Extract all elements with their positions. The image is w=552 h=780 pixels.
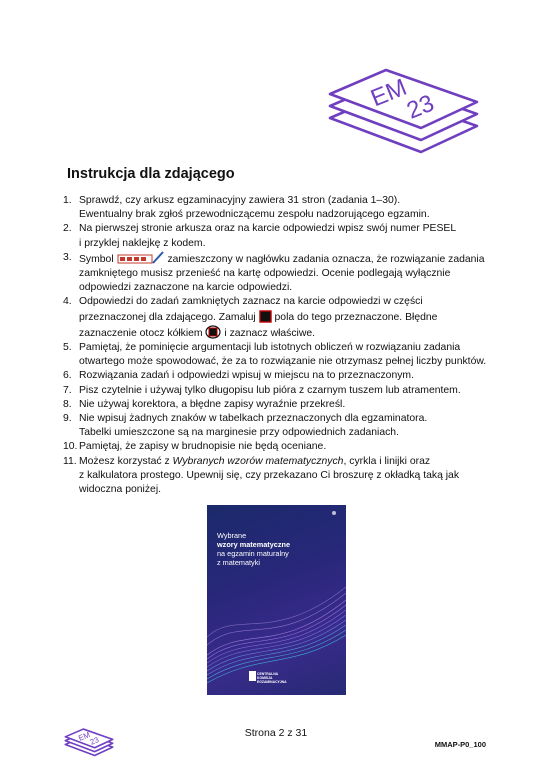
instruction-line: z kalkulatora prostego. Upewnij się, czy przekazano Ci broszurę z okładką taką jak <box>79 469 460 481</box>
instruction-9 <box>63 412 503 440</box>
cover-publisher <box>257 672 287 684</box>
instruction-line <box>79 325 503 341</box>
instruction-text: Możesz korzystać z <box>79 455 173 467</box>
logo-text-em: EM <box>367 73 411 113</box>
instruction-line: Odpowiedzi do zadań zamkniętych zaznacz na karcie odpowiedzi w części <box>79 296 423 308</box>
instruction-number: 10. <box>63 441 78 453</box>
instruction-line: Ewentualny brak zgłoś przewodniczącemu zespołu nadzorującego egzamin. <box>79 209 430 221</box>
instruction-8 <box>63 398 503 412</box>
instruction-line: Rozwiązania zadań i odpowiedzi wpisuj w miejscu na to przeznaczonym. <box>79 370 414 382</box>
cover-title-line3: na egzamin maturalny <box>217 549 289 558</box>
cover-title-line1: Wybrane <box>217 531 247 540</box>
instruction-3 <box>63 251 503 296</box>
instruction-1 <box>63 194 503 222</box>
instruction-line: Nie używaj korektora, a błędne zapisy wyraźnie przekreśl. <box>79 398 346 410</box>
instruction-line: Na pierwszej stronie arkusza oraz na karcie odpowiedzi wpisz swój numer PESEL <box>79 223 457 235</box>
filled-box-icon <box>259 310 272 323</box>
cke-logo-icon <box>249 671 256 681</box>
instruction-line: Sprawdź, czy arkusz egzaminacyjny zawiera 31 stron (zadania 1–30). <box>79 195 401 206</box>
instruction-number: 8. <box>63 398 72 410</box>
instruction-text: i zaznacz właściwe. <box>224 327 316 339</box>
em23-logo <box>326 56 481 158</box>
logo-small-text-em: EM <box>77 730 92 743</box>
instruction-line: widoczna poniżej. <box>79 484 162 496</box>
instruction-number: 9. <box>63 413 72 425</box>
instruction-number: 6. <box>63 370 72 382</box>
instruction-text: , cyrkla i linijki oraz <box>343 455 431 467</box>
instruction-line: Pamiętaj, że zapisy w brudnopisie nie będą oceniane. <box>79 441 327 453</box>
instruction-4 <box>63 295 503 341</box>
instruction-line: otwartego może spowodować, że za to rozwiązanie nie otrzymasz pełnej liczby punktów. <box>79 356 487 368</box>
formula-brochure-cover <box>207 505 346 695</box>
instruction-10 <box>63 440 503 454</box>
instruction-line <box>79 310 503 325</box>
instruction-text: zaznaczenie otocz kółkiem <box>79 327 203 339</box>
logo-small-text-23: 23 <box>88 735 101 747</box>
cover-title-line4: z matematyki <box>217 558 260 567</box>
publisher-line: CENTRALNA <box>257 672 279 676</box>
circled-box-icon <box>205 325 221 339</box>
instruction-number: 4. <box>63 296 72 308</box>
instruction-line <box>79 251 503 267</box>
instruction-7 <box>63 384 503 398</box>
instruction-text: przeznaczonej dla zdającego. Zamaluj <box>79 311 256 323</box>
publisher-line: EGZAMINACYJNA <box>257 680 287 684</box>
instruction-text: zamieszczony w nagłówku zadania oznacza, że rozwiązanie zadania <box>167 253 485 265</box>
page-heading: Instrukcja dla zdającego <box>67 166 235 182</box>
answer-card-symbol-icon <box>117 251 165 265</box>
instruction-line: Tabelki umieszczone są na marginesie przy odpowiednich zadaniach. <box>79 427 399 439</box>
logo-text-23: 23 <box>402 89 438 125</box>
instruction-list <box>63 194 503 497</box>
publisher-line: KOMISJA <box>257 676 273 680</box>
instruction-number: 11. <box>63 455 77 467</box>
instruction-11 <box>63 455 503 498</box>
instruction-text: pola do tego przeznaczone. Błędne <box>274 311 438 323</box>
instruction-text: Symbol <box>79 253 114 265</box>
instruction-6 <box>63 369 503 383</box>
instruction-number: 7. <box>63 384 72 396</box>
exam-code: MMAP-P0_100 <box>434 740 486 749</box>
instruction-line: Pisz czytelnie i używaj tylko długopisu lub pióra z czarnym tuszem lub atramentem. <box>79 384 461 396</box>
instruction-line: Pamiętaj, że pominięcie argumentacji lub istotnych obliczeń w rozwiązaniu zadania <box>79 342 461 354</box>
brochure-title-italic: Wybranych wzorów matematycznych <box>172 455 344 467</box>
instruction-number: 3. <box>63 251 72 263</box>
cover-title-line2: wzory matematyczne <box>217 540 290 549</box>
page-number: Strona 2 z 31 <box>244 727 308 739</box>
instruction-line <box>79 455 503 469</box>
instruction-line: i przyklej naklejkę z kodem. <box>79 237 206 249</box>
instruction-line: odpowiedzi zaznaczone na karcie odpowiedzi. <box>79 282 293 294</box>
instruction-number: 2. <box>63 223 72 235</box>
instruction-2 <box>63 222 503 250</box>
instruction-number: 1. <box>63 195 72 206</box>
instruction-line: Nie wpisuj żadnych znaków w tabelkach przeznaczonych dla egzaminatora. <box>79 413 428 425</box>
instruction-5 <box>63 341 503 369</box>
instruction-line: zamkniętego musisz przenieść na kartę odpowiedzi. Ocenie podlegają wyłącznie <box>79 268 451 280</box>
instruction-number: 5. <box>63 342 72 354</box>
